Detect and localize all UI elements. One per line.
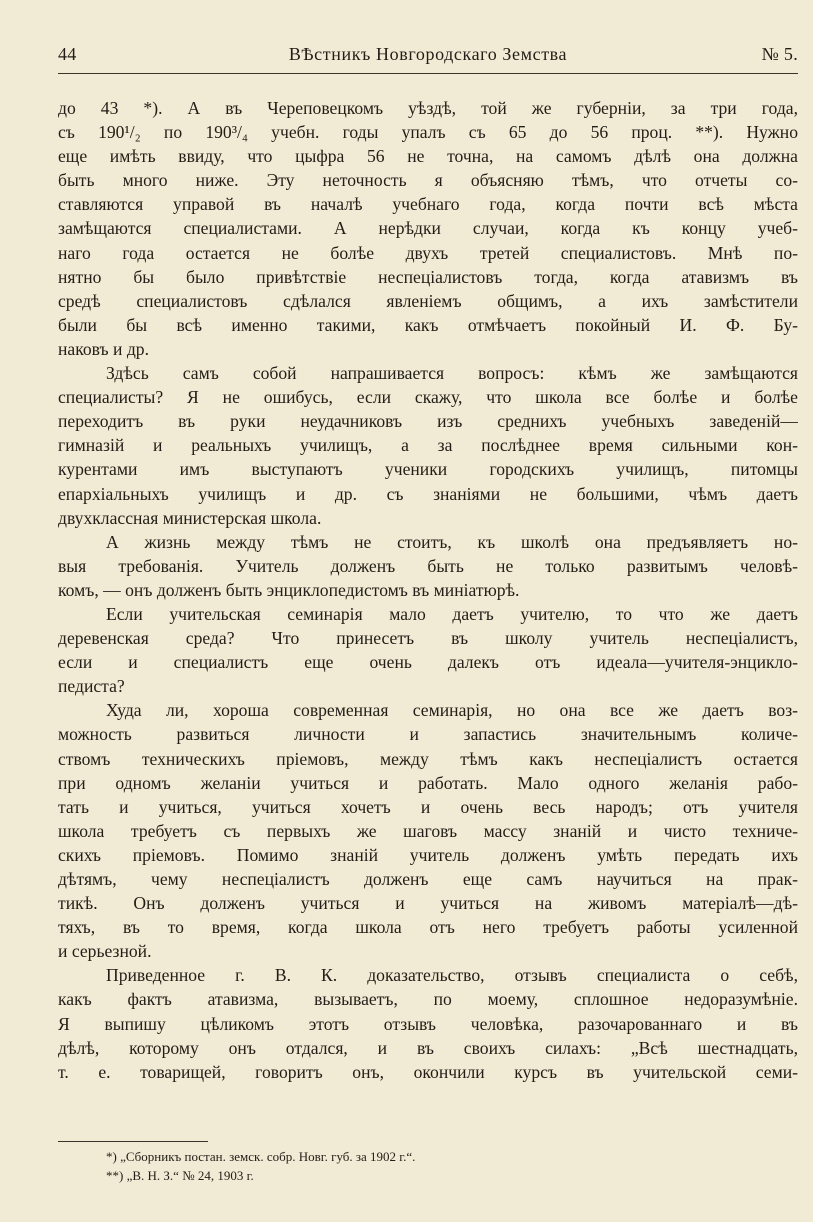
- footnotes: [106, 1147, 415, 1185]
- running-header: [58, 44, 798, 74]
- text-line: ставляются управой въ началѣ учебнаго года, когда почти всѣ мѣста: [58, 194, 798, 215]
- text-line: курентами имъ выступаютъ ученики городскихъ училищъ, питомцы: [58, 459, 798, 480]
- text-line: т. е. товарищей, говоритъ онъ, окончили курсъ въ учительской семи-: [58, 1061, 798, 1082]
- footnote: *) „Сборникъ постан. земск. собр. Новг. губ. за 1902 г.“.: [106, 1149, 416, 1164]
- text-line: наковъ и др.: [58, 338, 150, 359]
- text-line: съ 190¹/₂ по 190³/₄ учебн. годы упалъ съ 65 до 56 проц. **). Нужно: [58, 122, 798, 143]
- page-number: 44: [58, 44, 77, 64]
- text-line: выя требованія. Учитель долженъ быть не только развитымъ человѣ-: [58, 555, 798, 576]
- text-line: до 43 *). А въ Череповецкомъ уѣздѣ, той же губерніи, за три года,: [58, 98, 798, 118]
- text-line: тать и учиться, учиться хочетъ и очень весь народъ; отъ учителя: [58, 796, 798, 817]
- text-line: были бы всѣ именно такими, какъ отмѣчаетъ покойный И. Ф. Бу-: [58, 314, 798, 335]
- text-line: гимназій и реальныхъ училищъ, а за послѣднее время сильными кон-: [58, 435, 798, 456]
- text-line: замѣщаются специалистами. А нерѣдки случаи, когда къ концу учеб-: [58, 218, 798, 239]
- text-line: и серьезной.: [58, 941, 152, 962]
- body-text: [58, 96, 798, 1084]
- text-line: педиста?: [58, 676, 125, 697]
- text-line: Я выпишу цѣликомъ этотъ отзывъ человѣка, разочарованнаго и въ: [58, 1013, 798, 1034]
- text-line: какъ фактъ атавизма, вызываетъ, по моему, сплошное недоразумѣніе.: [58, 989, 798, 1010]
- text-line: А жизнь между тѣмъ не стоитъ, къ школѣ она предъявляетъ но-: [106, 531, 798, 552]
- text-line: специалисты? Я не ошибусь, если скажу, что школа все болѣе и болѣе: [58, 387, 798, 408]
- text-line: Худа ли, хороша современная семинарія, но она все же даетъ воз-: [106, 700, 798, 721]
- text-line: средѣ специалистовъ сдѣлался явленіемъ общимъ, а ихъ замѣстители: [58, 290, 798, 311]
- text-line: переходитъ въ руки неудачниковъ изъ среднихъ учебныхъ заведеній—: [58, 411, 798, 432]
- text-line: Здѣсь самъ собой напрашивается вопросъ: кѣмъ же замѣщаются: [106, 363, 798, 384]
- issue-number: № 5.: [761, 44, 798, 64]
- header-rule: [58, 73, 798, 74]
- text-line: тикѣ. Онъ долженъ учиться и учиться на живомъ матеріалѣ—дѣ-: [58, 893, 798, 914]
- text-line: ствомъ техническихъ пріемовъ, между тѣмъ какъ неспеціалистъ остается: [58, 748, 798, 769]
- text-line: если и специалистъ еще очень далекъ отъ идеала—учителя-энцикло-: [58, 652, 798, 673]
- text-line: скихъ пріемовъ. Помимо знаній учитель долженъ умѣть передать ихъ: [58, 844, 798, 865]
- text-line: можность развиться личности и запастись значительнымъ количе-: [58, 724, 798, 745]
- text-line: двухклассная министерская школа.: [58, 507, 322, 528]
- text-line: при одномъ желаніи учиться и работать. Мало одного желанія рабо-: [58, 772, 798, 793]
- text-line: Если учительская семинарія мало даетъ учителю, то что же даетъ: [106, 603, 798, 624]
- text-line: Приведенное г. В. К. доказательство, отзывъ специалиста о себѣ,: [106, 965, 798, 986]
- text-line: комъ, — онъ долженъ быть энциклопедистомъ въ миніатюрѣ.: [58, 579, 520, 600]
- text-line: деревенская среда? Что принесетъ въ школу учитель неспеціалистъ,: [58, 628, 798, 649]
- footnote: **) „В. Н. З.“ № 24, 1903 г.: [106, 1168, 254, 1183]
- text-line: епархіальныхъ училищъ и др. съ знаніями не большими, чѣмъ даетъ: [58, 483, 798, 504]
- text-line: нятно бы было привѣтствіе неспеціалистовъ тогда, когда атавизмъ въ: [58, 266, 798, 287]
- text-line: тяхъ, въ то время, когда школа отъ него требуетъ работы усиленной: [58, 917, 798, 938]
- text-line: дѣлѣ, которому онъ отдался, и въ своихъ силахъ: „Всѣ шестнадцать,: [58, 1037, 798, 1058]
- text-line: дѣтямъ, чему неспеціалистъ долженъ еще самъ научиться на прак-: [58, 869, 798, 889]
- footnote-rule: [58, 1141, 208, 1142]
- text-line: быть много ниже. Эту неточность я объясняю тѣмъ, что отчеты со-: [58, 170, 798, 191]
- text-line: наго года остается не болѣе двухъ третей специалистовъ. Мнѣ по-: [58, 242, 798, 263]
- text-line: школа требуетъ съ первыхъ же шаговъ массу знаній и чисто техниче-: [58, 820, 798, 841]
- journal-title: ВѢстникъ Новгородскаго Земства: [288, 44, 568, 64]
- text-line: еще имѣть ввиду, что цыфра 56 не точна, на самомъ дѣлѣ она должна: [58, 146, 798, 167]
